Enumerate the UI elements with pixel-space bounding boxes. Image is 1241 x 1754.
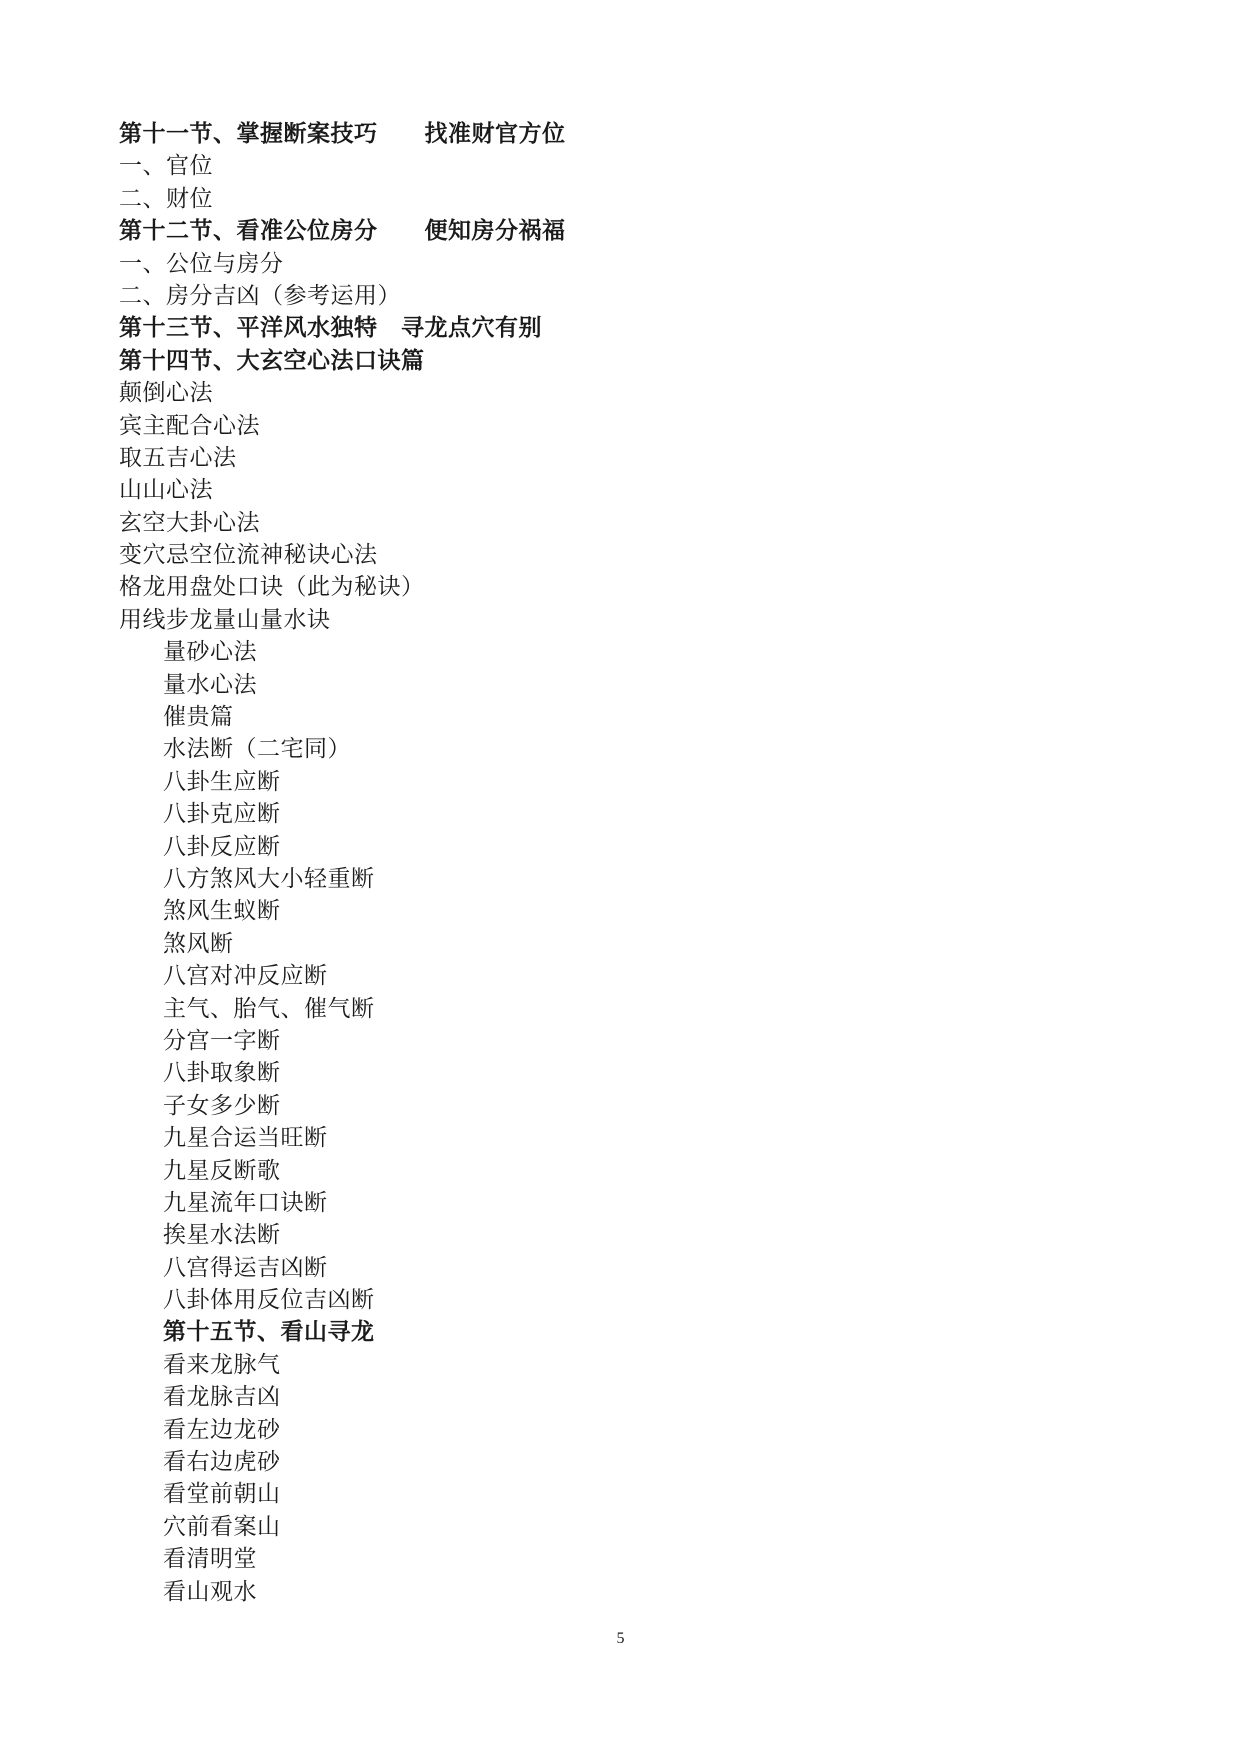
- toc-item: 一、公位与房分: [119, 250, 284, 277]
- toc-item: 看左边龙砂: [163, 1416, 281, 1443]
- toc-item: 八宫得运吉凶断: [163, 1254, 328, 1281]
- toc-item: 挨星水法断: [163, 1222, 281, 1249]
- toc-item: 玄空大卦心法: [119, 509, 260, 536]
- toc-item: 用线步龙量山量水诀: [119, 606, 331, 633]
- toc-item: 煞风断: [163, 930, 234, 957]
- toc-item: 八卦克应断: [163, 801, 281, 828]
- section-heading: 第十二节、看准公位房分 便知房分祸福: [119, 218, 566, 245]
- toc-item: 量水心法: [163, 671, 257, 698]
- toc-item: 分宫一字断: [163, 1027, 281, 1054]
- section-heading: 第十三节、平洋风水独特 寻龙点穴有别: [119, 315, 542, 342]
- toc-item: 九星流年口诀断: [163, 1189, 328, 1216]
- toc-item: 九星合运当旺断: [163, 1125, 328, 1152]
- toc-item: 看山观水: [163, 1578, 257, 1605]
- section-heading: 第十一节、掌握断案技巧 找准财官方位: [119, 121, 566, 147]
- toc-item: 格龙用盘处口诀（此为秘诀）: [119, 574, 425, 601]
- toc-item: 八卦生应断: [163, 768, 281, 795]
- toc-item: 看清明堂: [163, 1546, 257, 1573]
- section-heading: 第十五节、看山寻龙: [163, 1319, 375, 1346]
- toc-item: 八宫对冲反应断: [163, 963, 328, 990]
- toc-item: 二、房分吉凶（参考运用）: [119, 282, 401, 309]
- toc-item: 催贵篇: [163, 704, 234, 731]
- toc-item: 取五吉心法: [119, 444, 237, 471]
- page-number: 5: [616, 1630, 625, 1647]
- toc-item: 变穴忌空位流神秘诀心法: [119, 542, 378, 569]
- toc-item: 看来龙脉气: [163, 1351, 281, 1378]
- toc-item: 煞风生蚁断: [163, 898, 281, 925]
- section-heading: 第十四节、大玄空心法口诀篇: [119, 347, 425, 374]
- toc-item: 八卦反应断: [163, 833, 281, 860]
- toc-item: 看右边虎砂: [163, 1449, 281, 1476]
- toc-item: 子女多少断: [163, 1092, 281, 1119]
- toc-item: 量砂心法: [163, 639, 257, 666]
- toc-item: 八卦体用反位吉凶断: [163, 1287, 375, 1314]
- toc-item: 山山心法: [119, 477, 213, 504]
- toc-item: 一、官位: [119, 153, 213, 180]
- toc-item: 八卦取象断: [163, 1060, 281, 1087]
- toc-item: 看堂前朝山: [163, 1481, 281, 1508]
- toc-item: 穴前看案山: [163, 1513, 281, 1540]
- table-of-contents: [119, 118, 1119, 1608]
- toc-item: 宾主配合心法: [119, 412, 260, 439]
- toc-item: 八方煞风大小轻重断: [163, 865, 375, 892]
- toc-item: 颠倒心法: [119, 380, 213, 407]
- toc-item: 二、财位: [119, 185, 213, 212]
- toc-item: 九星反断歌: [163, 1157, 281, 1184]
- toc-item: 水法断（二宅同）: [163, 736, 351, 763]
- toc-item: 看龙脉吉凶: [163, 1384, 281, 1411]
- toc-item: 主气、胎气、催气断: [163, 995, 375, 1022]
